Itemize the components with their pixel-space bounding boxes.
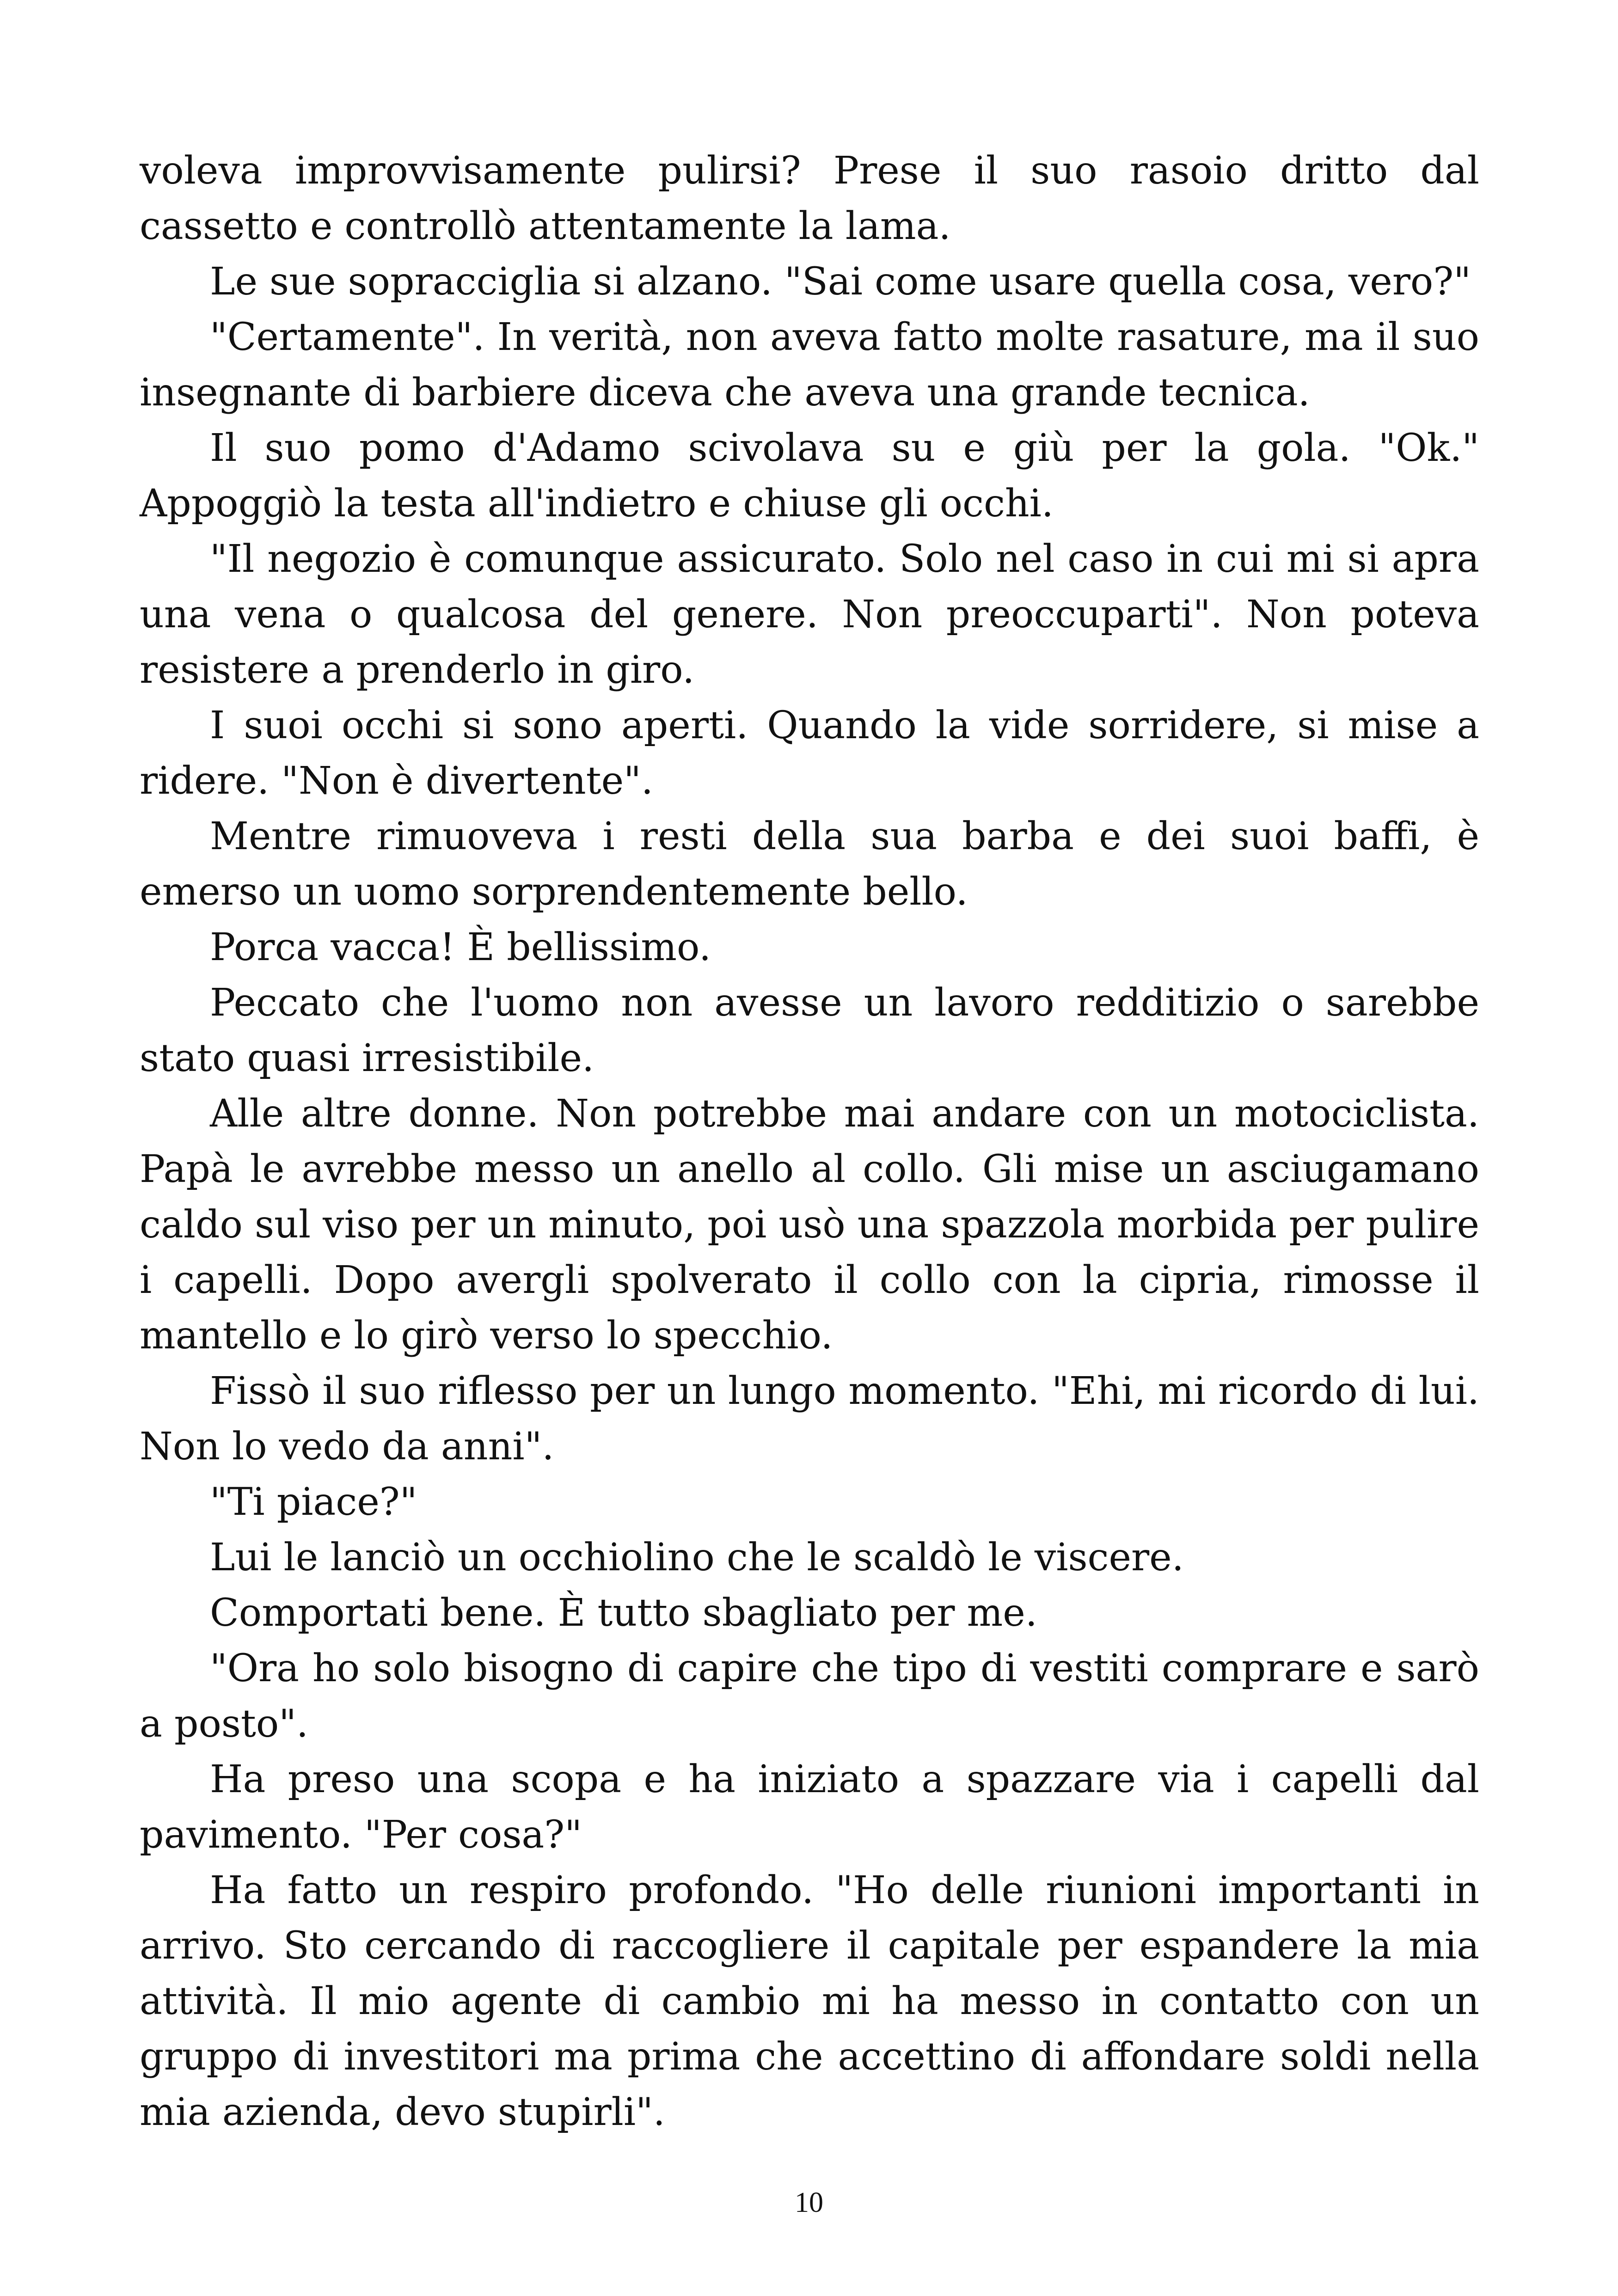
paragraph: "Il negozio è comunque assicurato. Solo nel caso in cui mi si apra una vena o qualcosa del genere. Non preoccuparti". Non poteva resistere a prenderlo in giro.	[140, 537, 1479, 692]
paragraph: Lui le lanciò un occhiolino che le scaldò le viscere.	[210, 1536, 1184, 1580]
paragraph: Comportati bene. È tutto sbagliato per me.	[210, 1591, 1037, 1635]
paragraph: Il suo pomo d'Adamo scivolava su e giù per la gola. "Ok." Appoggiò la testa all'indietro e chiuse gli occhi.	[140, 426, 1479, 526]
paragraph: Peccato che l'uomo non avesse un lavoro redditizio o sarebbe stato quasi irresistibile.	[140, 981, 1479, 1080]
paragraph: voleva improvvisamente pulirsi? Prese il suo rasoio dritto dal cassetto e controllò attentamente la lama.	[140, 149, 1479, 248]
paragraph: Le sue sopracciglia si alzano. "Sai come usare quella cosa, vero?"	[210, 260, 1471, 304]
paragraph: Mentre rimuoveva i resti della sua barba e dei suoi baffi, è emerso un uomo sorprendentemente bello.	[140, 814, 1479, 914]
paragraph: Ha fatto un respiro profondo. "Ho delle riunioni importanti in arrivo. Sto cercando di raccogliere il capitale per espandere la mia attività. Il mio agente di cambio mi ha messo in contatto con un gruppo di investitori ma prima che accettino di affondare soldi nella mia azienda, devo stupirli".	[140, 1868, 1479, 2134]
page-number: 10	[795, 2187, 823, 2218]
paragraph: "Ora ho solo bisogno di capire che tipo di vestiti comprare e sarò a posto".	[140, 1647, 1479, 1746]
paragraph: I suoi occhi si sono aperti. Quando la vide sorridere, si mise a ridere. "Non è divertente".	[140, 704, 1479, 803]
paragraph: "Certamente". In verità, non aveva fatto molte rasature, ma il suo insegnante di barbiere diceva che aveva una grande tecnica.	[140, 315, 1479, 415]
paragraph: Ha preso una scopa e ha iniziato a spazzare via i capelli dal pavimento. "Per cosa?"	[140, 1757, 1479, 1857]
paragraph: Fissò il suo riflesso per un lungo momento. "Ehi, mi ricordo di lui. Non lo vedo da anni".	[140, 1369, 1479, 1469]
paragraph: Porca vacca! È bellissimo.	[210, 925, 711, 969]
page-body	[140, 143, 1479, 2140]
paragraph: "Ti piace?"	[210, 1480, 417, 1524]
paragraph: Alle altre donne. Non potrebbe mai andare con un motociclista. Papà le avrebbe messo un anello al collo. Gli mise un asciugamano caldo sul viso per un minuto, poi usò una spazzola morbida per pulire i capelli. Dopo avergli spolverato il collo con la cipria, rimosse il mantello e lo girò verso lo specchio.	[140, 1092, 1479, 1358]
